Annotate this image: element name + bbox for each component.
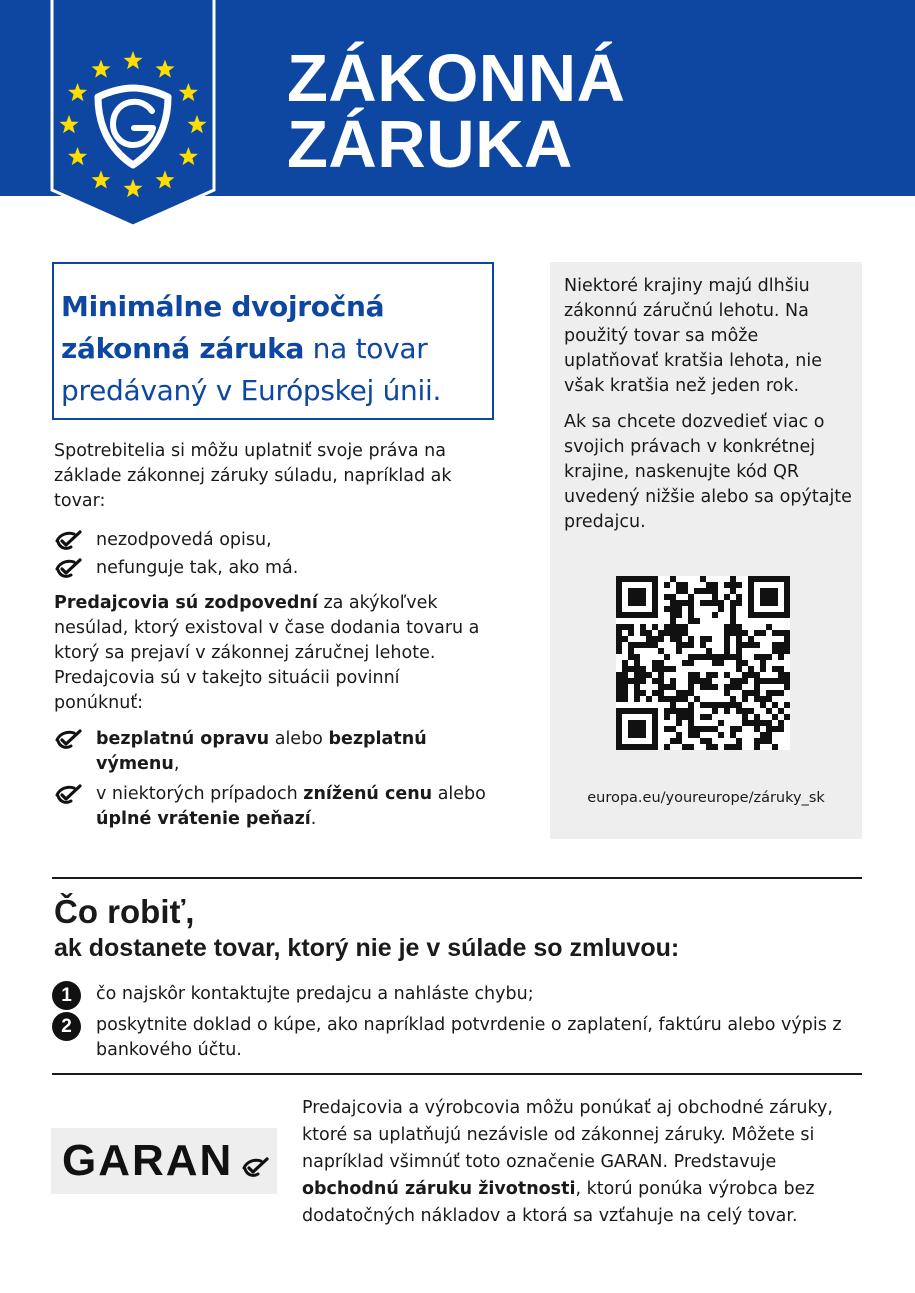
option-text: , <box>173 754 180 774</box>
sidebar-paragraph-1: Niektoré krajiny majú dlhšiu zákonnú záručnú lehotu. Na použitý tovar sa môže uplatňovať kratšia lehota, nie však kratšia než jeden rok. <box>564 276 822 396</box>
steps-list <box>52 982 852 1069</box>
list-item-text: nefunguje tak, ako má. <box>96 558 299 578</box>
garan-text <box>302 1095 872 1230</box>
intro-rest: na tovar predávaný v Európskej únii. <box>61 332 442 407</box>
list-item <box>52 1013 852 1063</box>
list-item <box>54 782 494 832</box>
list-item <box>54 528 494 553</box>
check-icon <box>54 529 82 553</box>
step-number-icon: 2 <box>52 1012 81 1041</box>
option-bold: bezplatnú opravu <box>96 729 270 749</box>
sellers-rest: za akýkoľvek nesúlad, ktorý existoval v čase dodania tovaru a ktorý sa prejaví v zákonnej záručnej lehote. Predajcovia sú v takejto situácii povinní ponúknuť: <box>54 593 480 713</box>
garan-bold: obchodnú záruku životnosti <box>302 1179 576 1199</box>
divider <box>52 1073 862 1075</box>
what-to-do-subheading: ak dostanete tovar, ktorý nie je v súlade so zmluvou: <box>54 934 680 962</box>
rights-text: Spotrebitelia si môžu uplatniť svoje práva na základe zákonnej záruky súladu, napríklad ak tovar: <box>54 441 452 511</box>
intro-box <box>52 262 494 420</box>
intro-bold: Minimálne dvojročná zákonná záruka <box>61 290 385 365</box>
divider <box>52 877 862 879</box>
rights-list <box>54 528 494 584</box>
step-text: poskytnite doklad o kúpe, ako napríklad potvrdenie o zaplatení, faktúru alebo výpis z bankového účtu. <box>96 1015 842 1060</box>
title-line-2: ZÁRUKA <box>287 107 573 182</box>
sidebar-paragraph-2: Ak sa chcete dozvedieť viac o svojich právach v konkrétnej krajine, naskenujte kód QR uvedený nižšie alebo sa opýtajte predajcu. <box>564 412 852 532</box>
title-line-1: ZÁKONNÁ <box>287 41 626 116</box>
option-bold: zníženú cenu <box>303 784 433 804</box>
garan-logo-text: GARAN <box>62 1136 234 1185</box>
option-text: . <box>310 809 317 829</box>
step-text: čo najskôr kontaktujte predajcu a nahláste chybu; <box>96 984 534 1004</box>
list-item <box>54 556 494 581</box>
check-icon <box>54 728 82 752</box>
sellers-bold: Predajcovia sú zodpovední <box>54 593 318 613</box>
option-text: alebo <box>269 729 329 749</box>
sellers-text <box>54 591 494 716</box>
check-icon <box>241 1156 269 1180</box>
garan-text-part: , ktorú ponúka výrobca bez dodatočných nákladov a ktorá sa vzťahuje na celý tovar. <box>302 1179 815 1226</box>
header-banner <box>0 0 915 196</box>
option-bold: bezplatnú výmenu <box>96 729 427 774</box>
qr-code-icon[interactable] <box>616 576 790 750</box>
option-text: v niektorých prípadoch <box>96 784 304 804</box>
page-title <box>287 41 626 182</box>
list-item <box>52 982 852 1007</box>
what-to-do-heading: Čo robiť, <box>54 893 195 930</box>
eu-stars-shield-g-icon <box>50 0 216 228</box>
step-number-icon: 1 <box>52 981 81 1010</box>
qr-url-link[interactable]: europa.eu/youreurope/záruky_sk <box>587 790 825 806</box>
option-bold: úplné vrátenie peňazí <box>96 809 311 829</box>
garan-text-part: Predajcovia a výrobcovia môžu ponúkať aj obchodné záruky, ktoré sa uplatňujú nezávisle od zákonnej záruky. Môžete si napríklad všimnúť toto označenie GARAN. Predstavuje <box>302 1098 833 1172</box>
intro-text <box>61 286 492 412</box>
garan-logo <box>51 1128 277 1194</box>
list-item <box>54 727 494 777</box>
check-icon <box>54 557 82 581</box>
list-item-text: nezodpovedá opisu, <box>96 530 272 550</box>
remedies-list <box>54 727 494 837</box>
option-text: alebo <box>432 784 486 804</box>
info-sidebar <box>550 262 862 839</box>
check-icon <box>54 783 82 807</box>
